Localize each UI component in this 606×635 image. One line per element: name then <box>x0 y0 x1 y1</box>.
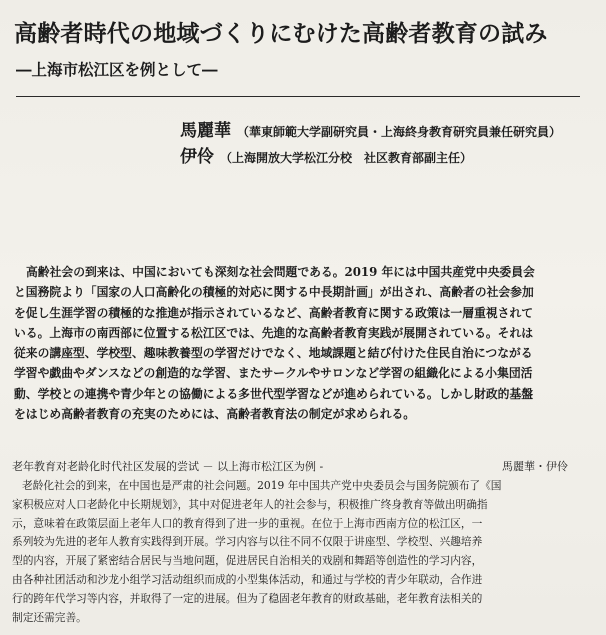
author-name: 馬麗華 <box>180 121 231 141</box>
chinese-abstract-header <box>12 459 594 477</box>
article-title: 高齢者時代の地域づくりにむけた高齢者教育の試み <box>14 20 548 47</box>
abstract-line: と国務院より「国家の人口高齢化の積極的対応に関する中長期計画」が出され、高齢者の社会参加 <box>14 285 534 300</box>
chinese-abstract-line: 由各种社团活动和沙龙小组学习活动组织而成的小型集体活动，和通过与学校的青少年联动，合作进 <box>12 572 483 586</box>
chinese-abstract-authors: 馬麗華・伊伶 <box>502 460 568 473</box>
abstract-line: 学習や戯曲やダンスなどの創造的な学習、またサークルやサロンなど学習の組織化による小集団活 <box>14 366 533 381</box>
author-affiliation: （華東師範大学副研究員・上海終身教育研究員兼任研究員） <box>237 125 562 139</box>
chinese-abstract-line: 示，意味着在政策层面上老年人口的教育得到了进一步的重视。在位于上海市西南方位的松江区，一 <box>12 516 483 530</box>
chinese-abstract <box>12 459 594 627</box>
japanese-abstract <box>14 262 592 424</box>
author-name: 伊伶 <box>180 147 214 167</box>
abstract-line: 高齢社会の到来は、中国においても深刻な社会問題である。2019 年には中国共産党中央委員会 <box>26 265 535 279</box>
chinese-abstract-line: 系列较为先进的老年人教育实践得到开展。学习内容与以往不同不仅限于讲座型、学校型、兴趣培养 <box>12 535 483 549</box>
abstract-line: いる。上海市の南西部に位置する松江区では、先進的な高齢者教育実践が展開されている。それは <box>14 325 534 340</box>
abstract-line: 動、学校との連携や青少年との協働による多世代型学習などが進められている。しかし財政的基盤 <box>14 386 534 401</box>
chinese-abstract-line: 家积极应对人口老龄化中长期规划》，其中对促进老年人的社会参与，积极推广终身教育等做出明确指 <box>12 497 488 511</box>
author-affiliation: （上海開放大学松江分校 社区教育部副主任） <box>220 151 473 165</box>
abstract-line: をはじめ高齢者教育の充実のためには、高齢者教育法の制定が求められる。 <box>14 407 416 422</box>
title-divider <box>16 96 580 97</box>
author-block <box>180 116 600 168</box>
chinese-abstract-line: 行的跨年代学习等内容，并取得了一定的进展。但为了稳固老年教育的财政基础，老年教育法相关的 <box>12 591 483 605</box>
article-subtitle: ―上海市松江区を例として― <box>16 60 218 79</box>
chinese-abstract-line: 老龄化社会的到来，在中国也是严肃的社会问题。2019 年中国共产党中央委员会与国务院颁布了《国 <box>22 479 502 492</box>
author-entry <box>180 116 600 141</box>
author-entry <box>180 142 600 167</box>
chinese-abstract-title: 老年教育对老龄化时代社区发展的尝试 － 以上海市松江区为例 - <box>12 460 324 473</box>
chinese-abstract-line: 制定还需完善。 <box>12 610 87 624</box>
abstract-line: 従来の講座型、学校型、趣味教養型の学習だけでなく、地域課題と結び付けた住民自治につながる <box>14 346 533 361</box>
abstract-line: を促し生涯学習の積極的な推進が指示されているなど、高齢者教育に関する政策は一層重視されて <box>14 305 534 320</box>
chinese-abstract-line: 型的内容，开展了紧密结合居民与当地问题，促进居民自治相关的戏剧和舞蹈等创造性的学习内容， <box>12 554 483 568</box>
